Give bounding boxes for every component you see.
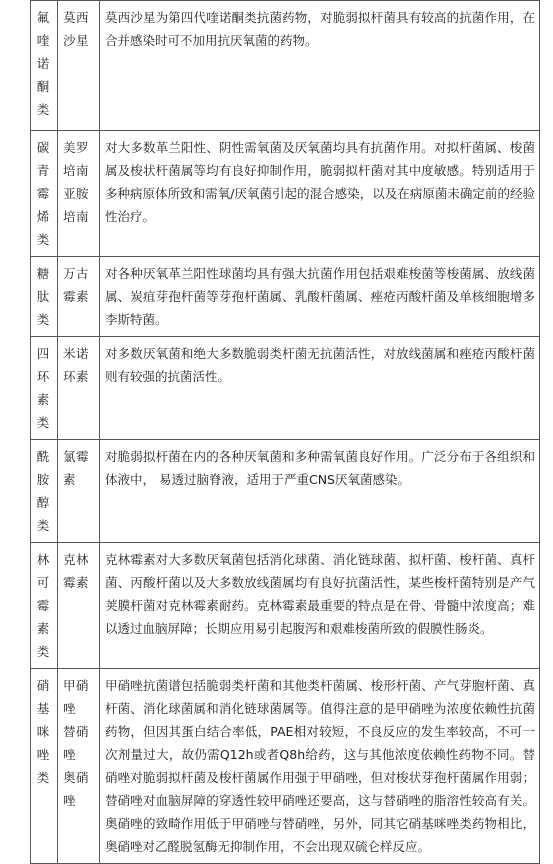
drug-class-name: 酰胺醇类 xyxy=(36,449,50,533)
drug-name-cell xyxy=(58,1,100,131)
table-row xyxy=(31,1,540,131)
drug-name: 莫西沙星 xyxy=(63,10,90,48)
drug-name: 克林霉素 xyxy=(63,552,90,590)
table-row xyxy=(31,543,540,669)
drug-class-cell xyxy=(31,543,58,669)
drug-class-name: 糖肽类 xyxy=(36,266,50,327)
description-text: 莫西沙星为第四代喹诺酮类抗菌药物，对脆弱拟杆菌具有较高的抗菌作用，在合并感染时可不加用抗厌氧菌的药物。 xyxy=(105,10,535,48)
drug-class-cell xyxy=(31,1,58,131)
table-row xyxy=(31,440,540,543)
drug-name-cell xyxy=(58,337,100,440)
drug-class-cell xyxy=(31,131,58,257)
description-cell xyxy=(100,440,540,543)
drug-class-cell xyxy=(31,440,58,543)
description-cell xyxy=(100,337,540,440)
table-row xyxy=(31,257,540,337)
drug-name-cell xyxy=(58,257,100,337)
description-text: 对大多数革兰阳性、阴性需氧菌及厌氧菌均具有抗菌作用。对拟杆菌属、梭菌属及梭状杆菌属等均有良好抑制作用，脆弱拟杆菌对其中度敏感。特别适用于多种病原体所致和需氧/厌氧菌引起的混合感染，以及在病原菌未确定前的经验性治疗。 xyxy=(105,140,535,224)
drug-name: 奥硝唑 xyxy=(63,770,90,808)
drug-name: 氯霉素 xyxy=(63,449,90,487)
drug-class-cell xyxy=(31,257,58,337)
description-text: 甲硝唑抗菌谱包括脆弱类杆菌和其他类杆菌属、梭形杆菌、产气芽胞杆菌、真杆菌、消化球菌属和消化链球菌属等。值得注意的是甲硝唑为浓度依赖性抗菌药物，但因其蛋白结合率低，PAE相对较短，不良反应的发生率较高，不可一次剂量过大，故仍需Q12h或者Q8h给药，这与其他浓度依赖性药物不同。替硝唑对脆弱拟杆菌及梭杆菌属作用强于甲硝唑，但对梭状芽孢杆菌属作用弱；替硝唑对血脑屏障的穿透性较甲硝唑还要高，这与替硝唑的脂溶性较高有关。奥硝唑的致畸作用低于甲硝唑与替硝唑，另外，同其它硝基咪唑类药物相比，奥硝唑对乙醛脱氢酶无抑制作用，不会出现双硫仑样反应。 xyxy=(105,678,535,854)
description-cell xyxy=(100,543,540,669)
description-cell xyxy=(100,257,540,337)
description-cell xyxy=(100,1,540,131)
drug-name-cell xyxy=(58,440,100,543)
table-row xyxy=(31,337,540,440)
drug-name-cell xyxy=(58,543,100,669)
drug-name: 米诺环素 xyxy=(63,346,90,384)
drug-class-name: 硝基咪唑类 xyxy=(36,678,50,785)
drug-name: 万古霉素 xyxy=(63,266,90,304)
drug-class-name: 氟喹诺酮类 xyxy=(36,10,50,117)
table-row xyxy=(31,131,540,257)
drug-name: 甲硝唑 xyxy=(63,678,90,716)
drug-name: 美罗培南亚胺培南 xyxy=(63,140,90,224)
drug-class-name: 四环素类 xyxy=(36,346,50,430)
description-text: 对多数厌氧菌和绝大多数脆弱类杆菌无抗菌活性，对放线菌属和痤疮丙酸杆菌则有较强的抗菌活性。 xyxy=(105,346,535,384)
description-cell xyxy=(100,669,540,864)
description-text: 克林霉素对大多数厌氧菌包括消化球菌、消化链球菌、拟杆菌、梭杆菌、真杆菌、丙酸杆菌以及大多数放线菌属均有良好抗菌活性，某些梭杆菌特别是产气荚膜杆菌对克林霉素耐药。克林霉素最重要的特点是在骨、骨髓中浓度高；难以透过血脑屏障；长期应用易引起腹泻和艰难梭菌所致的假膜性肠炎。 xyxy=(105,552,535,636)
drug-class-name: 碳青霉烯类 xyxy=(36,140,50,247)
description-text: 对各种厌氧革兰阳性球菌均具有强大抗菌作用包括艰难梭菌等梭菌属、放线菌属、炭疽芽孢杆菌等芽孢杆菌属、乳酸杆菌属、痤疮丙酸杆菌及单核细胞增多李斯特菌。 xyxy=(105,266,535,327)
antibiotic-table xyxy=(30,0,540,864)
drug-name-cell xyxy=(58,131,100,257)
drug-class-name: 林可霉素类 xyxy=(36,552,50,659)
drug-name: 替硝唑 xyxy=(63,724,90,762)
description-cell xyxy=(100,131,540,257)
description-text: 对脆弱拟杆菌在内的各种厌氧菌和多种需氧菌良好作用。广泛分布于各组织和体液中， 易透过脑脊液，适用于严重CNS厌氧菌感染。 xyxy=(105,449,535,487)
table-row xyxy=(31,669,540,864)
drug-class-cell xyxy=(31,337,58,440)
drug-class-cell xyxy=(31,669,58,864)
drug-name-cell xyxy=(58,669,100,864)
